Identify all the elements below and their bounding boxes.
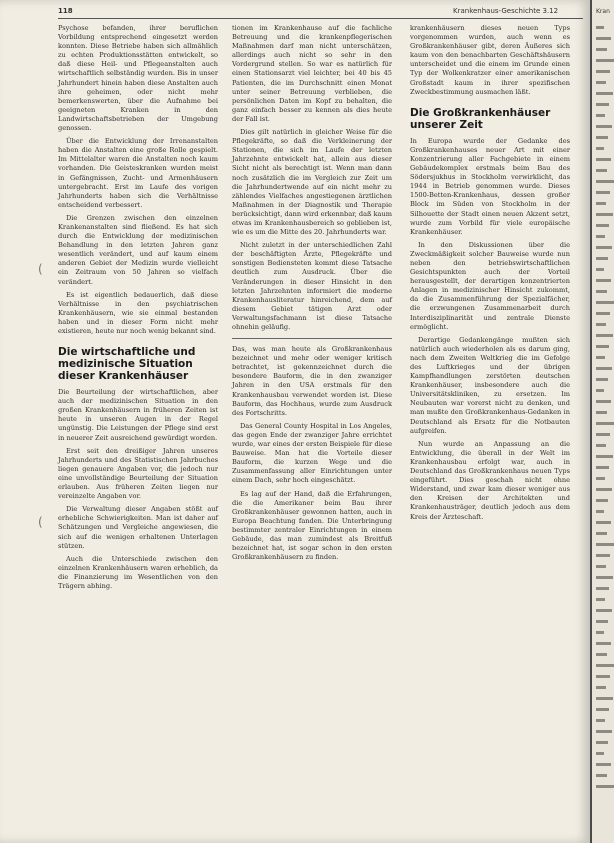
facing-page-text-fragment [596, 543, 614, 546]
facing-page-text-fragment [596, 576, 613, 579]
facing-page-text-fragment [596, 334, 613, 337]
paragraph: Es ist eigentlich bedauerlich, daß diese Verhältnisse in den psychiatrischen Krankenhäusern, wie sie einmal bestanden haben und in dieser Form nicht mehr existieren, heute nur noch wenig bekannt sind. [58, 290, 218, 335]
facing-page-text-fragment [596, 411, 607, 414]
facing-page-text-fragment [596, 466, 609, 469]
facing-page-text-fragment [596, 642, 611, 645]
facing-page-text-fragment [596, 741, 608, 744]
facing-page-text-fragment [596, 81, 606, 84]
facing-page-text-fragment [596, 675, 610, 678]
facing-page-text-fragment [596, 92, 613, 95]
facing-page-text-fragment [596, 532, 607, 535]
facing-page-text-fragment [596, 114, 605, 117]
facing-page-text-fragment [596, 136, 608, 139]
facing-page-text-fragment [596, 664, 614, 667]
facing-page-text-fragment [596, 400, 611, 403]
facing-page-head: Kran [596, 8, 610, 15]
paragraph: In den Diskussionen über die Zweckmäßigkeit solcher Bauweise wurde nun neben den betriebswirtschaftlichen Gesichtspunkten auch der Vorteil herausgestellt, der derartigen konzentrierten Anlagen in medizinischer Hinsicht zukommt, da die Zusammenführung der Spezialfächer, die erzwungenen Zusammenarbeit durch Interdisziplinarität und zentrale Dienste ermöglicht. [410, 240, 570, 331]
facing-page-text-fragment [596, 433, 610, 436]
header-rule [58, 18, 583, 19]
facing-page-text-fragment [596, 70, 610, 73]
running-head: Krankenhaus-Geschichte 3.12 [453, 7, 559, 15]
facing-page-text-fragment [596, 301, 614, 304]
facing-page-text-fragment [596, 378, 608, 381]
facing-page-text-fragment [596, 235, 605, 238]
facing-page-text-fragment [596, 356, 605, 359]
facing-page-text-fragment [596, 510, 604, 513]
facing-page-text-fragment [596, 367, 612, 370]
facing-page-text-fragment [596, 37, 611, 40]
text-column-1 [58, 24, 218, 595]
facing-page-text-fragment [596, 521, 611, 524]
facing-page-text-fragment [596, 147, 604, 150]
facing-page-text-fragment [596, 763, 611, 766]
facing-page-text-fragment [596, 477, 605, 480]
paragraph: Die Verwaltung dieser Angaben stößt auf erhebliche Schwierigkeiten. Man ist daher auf Schätzungen und Vergleiche angewiesen, die sich auf die wenigen erhaltenen Unterlagen stützen. [58, 505, 218, 550]
paragraph: Die Beurteilung der wirtschaftlichen, aber auch der medizinischen Situation in den großen Krankenhäusern in früheren Zeiten ist heute in unseren Augen in der Regel ungünstig. Die Leistungen der Pflege sind erst in neuerer Zeit ausreichend gewürdigt worden. [58, 388, 218, 442]
paragraph: tionen im Krankenhause auf die fachliche Betreuung und die krankenpflegerischen Maßnahmen darf man nicht unterschätzen, allerdings auch nicht so sehr in den Vordergrund stellen. So war es natürlich für einen Stationsarzt viel leichter, bei 40 bis 45 Patienten, die im Durchschnitt einen Monat unter seiner Betreuung verblieben, die persönlichen Daten im Kopf zu behalten, die ganz einfach besser zu kennen als dies heute der Fall ist. [232, 24, 392, 123]
section-heading: Die Großkrankenhäuser unserer Zeit [410, 106, 551, 131]
facing-page-text-fragment [596, 565, 606, 568]
paragraph: Derartige Gedankengänge mußten sich natürlich auch wiederholen als es darum ging, nach dem Zweiten Weltkrieg die im Gefolge des Luftkrieges und der übrigen Kampfhandlungen zerstörten deutschen Krankenhäuser, insbesondere auch die Universitätskliniken, zu ersetzen. Im Neubauten war vorerst nicht zu denken, und man mußte den Großkrankenhaus-Gedanken in Deutschland als Ersatz für die Notbauten aufgreifen. [410, 335, 570, 435]
paragraph: krankenhäusern dieses neuen Typs vorgenommen wurden, auch wenn es Großkrankenhäuser gibt, deren Äußeres sich kaum von den benachbarten Geschäftshäusern unterscheidet und die einem im Grunde einen Typ der Wolkenkratzer einer amerikanischen Großstadt kaum in ihrer spezifischen Zweckbestimmung ausmachen läßt. [410, 24, 570, 96]
page-number: 118 [58, 7, 73, 15]
binding-ring-icon: ( [38, 515, 43, 529]
facing-page-text-fragment [596, 246, 612, 249]
facing-page-text-fragment [596, 686, 606, 689]
facing-page-text-fragment [596, 785, 614, 788]
paragraph: Das General County Hospital in Los Angeles, das gegen Ende der zwanziger Jahre errichtet wurde, war eines der ersten Beispiele für diese Bauweise. Man hat die Vorteile dieser Bauform, die kurzen Wege und die Zusammenfassung aller Einrichtungen unter einem Dach, sehr hoch eingeschätzt. [232, 421, 392, 485]
text-column-2 [232, 24, 392, 566]
facing-page-text-fragment [596, 180, 614, 183]
paragraph: Dies gilt natürlich in gleicher Weise für die Pflegekräfte, so daß die Verkleinerung der Stationen, die sich im Laufe der letzten Jahrzehnte entwickelt hat, allein aus dieser Sicht nicht als berechtigt ist. Wenn man dann noch zusätzlich die im Vergleich zur Zeit um die Jahrhundertwende auf ein nicht mehr zu zählendes Vielfaches angestiegenen ärztlichen Maßnahmen in der Diagnostik und Therapie berücksichtigt, dann wird erkennbar, daß kaum etwas im Krankenhausbereich so geblieben ist, wie es um die Mitte des 20. Jahrhunderts war. [232, 128, 392, 237]
facing-page-text-fragment [596, 719, 605, 722]
facing-page-text-fragment [596, 213, 613, 216]
facing-page-text-fragment [596, 598, 605, 601]
section-heading: Die wirtschaftliche und medizinische Situation dieser Krankenhäuser [58, 346, 196, 383]
facing-page-text-fragment [596, 59, 614, 62]
paragraph: Erst seit den dreißiger Jahren unseres Jahrhunderts und des Statistischen Jahrbuches liegen genauere Angaben vor, die jedoch nur eine unvollständige Beurteilung der Situation erlauben. Aus früheren Zeiten liegen nur vereinzelte Angaben vor. [58, 446, 218, 501]
binding-ring-icon: ( [38, 262, 43, 276]
facing-page-text-fragment [596, 455, 613, 458]
facing-page-text-fragment [596, 422, 614, 425]
paragraph: Es lag auf der Hand, daß die Erfahrungen, die die Amerikaner beim Bau ihrer Großkrankenhäuser gewonnen hatten, auch in Europa Beachtung fanden. Die Unterbringung bestimmter zentraler Einrichtungen in einem Gebäude, das man zumindest als Breitfuß bezeichnet hat, ist sogar schon in den ersten Großkrankenhäusern zu finden. [232, 489, 392, 562]
facing-page-text-fragment [596, 752, 604, 755]
facing-page-text-fragment [596, 323, 606, 326]
facing-page-text-fragment [596, 609, 612, 612]
facing-page-text-fragment [596, 653, 607, 656]
paragraph: Auch die Unterschiede zwischen den einzelnen Krankenhäusern waren erheblich, da die Finanzierung im Wesentlichen von den Trägern abhing. [58, 554, 218, 590]
facing-page-text-fragment [596, 499, 608, 502]
facing-page-text-fragment [596, 202, 606, 205]
facing-page-edge [590, 0, 614, 843]
facing-page-text-fragment [596, 191, 610, 194]
facing-page-text-fragment [596, 587, 609, 590]
facing-page-text-fragment [596, 697, 613, 700]
facing-page-text-fragment [596, 268, 604, 271]
facing-page-text-fragment [596, 444, 606, 447]
facing-page-text-fragment [596, 488, 612, 491]
facing-page-text-fragment [596, 708, 609, 711]
facing-page-text-fragment [596, 389, 604, 392]
facing-page-text-fragment [596, 312, 610, 315]
facing-page-text-fragment [596, 554, 610, 557]
facing-page-text-fragment [596, 631, 604, 634]
facing-page-text-fragment [596, 169, 607, 172]
paragraph: Nicht zuletzt in der unterschiedlichen Zahl der beschäftigten Ärzte, Pflegekräfte und sonstigen Bediensteten kommt diese Tatsache deutlich zum Ausdruck. Über die Veränderungen in dieser Hinsicht in den letzten Jahrzehnten informiert die moderne Krankenhausliteratur hinreichend, dem auf diesem Gebiet tätigen Arzt oder Verwaltungsfachmann ist diese Tatsache ohnehin geläufig. [232, 241, 392, 331]
paragraph: In Europa wurde der Gedanke des Großkrankenhauses neuer Art mit einer Konzentrierung aller Fachgebiete in einem Gebäudekomplex erstmals beim Bau des Södersjukhus in Stockholm verwirklicht, das 1944 in Betrieb genommen wurde. Dieses 1500-Betten-Krankenhaus, dessen großer Block im Süden von Stockholm in der Silhouette der Stadt einen neuen Akzent setzt, wurde zum Vorbild für viele europäische Krankenhäuser. [410, 136, 570, 236]
facing-page-text-fragment [596, 290, 607, 293]
paragraph: Über die Entwicklung der Irrenanstalten haben die Anstalten eine große Rolle gespielt. Im Mittelalter waren die Anstalten noch kaum vorhanden. Die Geisteskranken wurden meist in Gefängnissen, Zucht- und Armenhäusern untergebracht. Erst im Laufe des vorigen Jahrhunderts haben sich die Verhältnisse entscheidend verbessert. [58, 137, 218, 209]
paragraph: Psychose befanden, ihrer beruflichen Vorbildung entsprechend eingesetzt werden konnten. Diese Betriebe haben sich allmählich zu echten Produktionsstätten entwickelt, so daß diese Heil- und Pflegeanstalten auch wirtschaftlich selbständig wurden. Bis in unser Jahrhundert hinein haben diese Anstalten auch ihre geheimen, oder nicht mehr bemerkenswerten, über die Aufnahme bei geeigneten Kranken in den Landwirtschaftsbetrieben der Umgebung genossen. [58, 24, 218, 133]
text-column-3 [410, 24, 570, 526]
paragraph: Nun wurde an Anpassung an die Entwicklung, die überall in der Welt im Krankenhausbau erfolgt war, auch in Deutschland das Großkrankenhaus neuen Typs eingeführt. Dies geschah nicht ohne Widerstand, und zwar kam dieser weniger aus den Kreisen der Architekten und Krankenhausträger, deutlich jedoch aus dem Kreis der Ärzteschaft. [410, 439, 570, 521]
facing-page-text-fragment [596, 48, 607, 51]
facing-page-text-fragment [596, 279, 611, 282]
section-divider [232, 338, 392, 339]
facing-page-text-fragment [596, 620, 608, 623]
facing-page-text-fragment [596, 224, 609, 227]
facing-page-text-fragment [596, 26, 604, 29]
facing-page-text-fragment [596, 125, 612, 128]
facing-page-text-fragment [596, 257, 608, 260]
facing-page-text-fragment [596, 774, 607, 777]
facing-page-text-fragment [596, 345, 609, 348]
facing-page-text-fragment [596, 158, 611, 161]
paragraph: Die Grenzen zwischen den einzelnen Krankenanstalten sind fließend. Es hat sich durch die Entwicklung der medizinischen Behandlung in den letzten Jahren ganz wesentlich verändert, und auf kaum einem anderen Gebiet der Medizin wurde vielleicht ein Zeitraum von 50 Jahren so vielfach verändert. [58, 213, 218, 286]
facing-page-text-fragment [596, 103, 609, 106]
paragraph: Das, was man heute als Großkrankenhaus bezeichnet und mehr oder weniger kritisch betrachtet, ist gekennzeichnet durch die besondere Bauform, die in den zwanziger Jahren in den USA erstmals für den Krankenhausbau verwendet worden ist. Diese Bauform, das Hochhaus, wurde zum Ausdruck des Fortschritts. [232, 345, 392, 417]
facing-page-text-fragment [596, 730, 612, 733]
